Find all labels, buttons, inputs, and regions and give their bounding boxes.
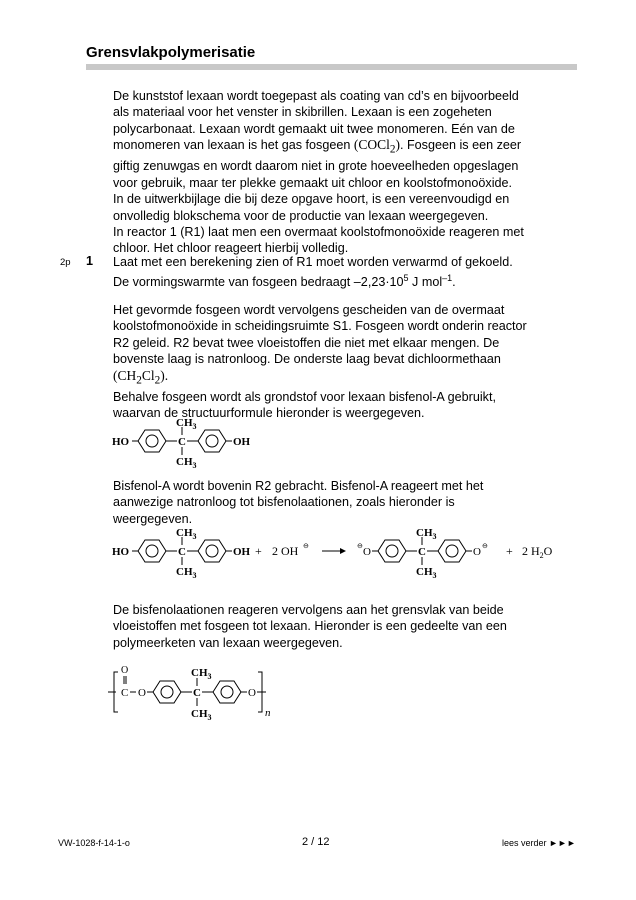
svg-text:C: C: [418, 546, 426, 558]
text-line: koolstofmonoöxide in scheidingsruimte S1. Fosgeen wordt onderin reactor: [113, 319, 527, 334]
svg-text:CH3: $CH_3$: [191, 708, 212, 722]
formula-ch2cl2: $(CH_2Cl_2)$.: [113, 367, 169, 387]
page-number: 2 / 12: [302, 836, 330, 848]
svg-text:CH3: $CH_3$: [176, 527, 197, 541]
question-points: 2p: [60, 257, 71, 268]
svg-text:CH3: $CH_3$: [176, 456, 197, 470]
text-line: bovenste laag is natronloog. De onderste laag bevat dichloormethaan: [113, 352, 501, 367]
text-line: Bisfenol-A wordt bovenin R2 gebracht. Bisfenol-A reageert met het: [113, 479, 484, 493]
text-line: weergegeven.: [113, 511, 193, 526]
text-line: voor gebruik, maar ter plekke gemaakt uit chloor en koolstofmonoöxide.: [113, 175, 513, 190]
text-line: giftig zenuwgas en wordt daarom niet in grote hoeveelheden opgeslagen: [113, 159, 519, 174]
svg-text:HO: HO: [112, 436, 130, 448]
text-line: In reactor 1 (R1) laat men een overmaat koolstofmonoöxide reageren met: [113, 224, 524, 239]
svg-text:HO: HO: [112, 546, 130, 558]
text-line: In de uitwerkbijlage die bij deze opgave hoort, is een vereenvoudigd en: [113, 192, 510, 207]
svg-text:2 OH: 2 OH: [272, 544, 299, 558]
text-line: chloor. Het chloor reageert hierbij volledig.: [113, 241, 349, 256]
svg-text:O: O: [138, 687, 146, 699]
question-1: [113, 254, 583, 291]
text-line: Laat met een berekening zien of R1 moet worden verwarmd of gekoeld.: [113, 255, 513, 269]
svg-text:CH3: $CH_3$: [416, 527, 437, 541]
svg-text:CH3: $CH_3$: [416, 566, 437, 580]
text-line: monomeren van lexaan is het gas fosgeen (COCl$_2$). Fosgeen is een zeer: [113, 137, 522, 156]
svg-text:CH3: $CH_3$: [176, 417, 197, 431]
svg-text:CH3: $CH_3$: [176, 566, 197, 580]
reaction-equation: [108, 524, 568, 580]
paragraph-3: [113, 478, 583, 527]
text-line: aanwezige natronloog tot bisfenolaationen, zoals hieronder is: [113, 495, 455, 510]
page-title: Grensvlakpolymerisatie: [86, 44, 256, 61]
text-line: als materiaal voor het venster in skibrillen. Lexaan is een zogeheten: [113, 105, 492, 120]
next-page-indicator: lees verder ►►►: [502, 838, 576, 848]
svg-text:OH: OH: [233, 546, 251, 558]
lexaan-polymer-structure: [108, 660, 308, 724]
text-line: Het gevormde fosgeen wordt vervolgens gescheiden van de overmaat: [113, 303, 505, 317]
svg-text:O: O: [121, 665, 129, 676]
svg-text:CH3: $CH_3$: [191, 667, 212, 681]
question-number: 1: [86, 254, 94, 268]
svg-text:⊖: ⊖: [303, 542, 309, 550]
svg-text:2 H2O: 2 $H_2O$: [522, 544, 553, 560]
intro-paragraph: [113, 88, 583, 257]
svg-text:OH: OH: [233, 436, 251, 448]
text-line: De bisfenolaationen reageren vervolgens aan het grensvlak van beide: [113, 603, 504, 617]
svg-text:+: +: [506, 544, 513, 558]
text-line: De kunststof lexaan wordt toegepast als coating van cd’s en bijvoorbeeld: [113, 89, 519, 103]
svg-text:O: O: [473, 546, 481, 558]
title-rule: [86, 64, 577, 70]
text-line: polycarbonaat. Lexaan wordt gemaakt uit twee monomeren. Eén van de: [113, 121, 515, 136]
svg-text:n: n: [265, 707, 271, 719]
text-line: vloeistoffen met fosgeen tot lexaan. Hieronder is een gedeelte van een: [113, 619, 507, 634]
footer-code: VW-1028-f-14-1-o: [58, 838, 130, 848]
paragraph-2: [113, 302, 583, 422]
text-line: onvolledig blokschema voor de productie van lexaan weergegeven.: [113, 208, 489, 223]
bisphenol-a-structure: [108, 414, 268, 470]
svg-text:C: C: [178, 436, 186, 448]
formula-cocl2: (COCl$_2$): [353, 137, 400, 156]
svg-text:C: C: [121, 687, 129, 699]
svg-text:C: C: [193, 687, 201, 699]
svg-text:⊖: ⊖: [482, 542, 488, 550]
text-line: polymeerketen van lexaan weergegeven.: [113, 635, 343, 650]
text-line: R2 geleid. R2 bevat twee vloeistoffen die niet met elkaar mengen. De: [113, 335, 500, 350]
paragraph-4: [113, 602, 583, 651]
svg-text:⊖: ⊖: [357, 542, 363, 550]
svg-text:O: O: [363, 546, 371, 558]
text-line: De vormingswarmte van fosgeen bedraagt $-2,23\cdot 10^5$ J mol$^{-1}$.: [113, 273, 456, 290]
svg-text:O: O: [248, 687, 256, 699]
text-line: waarvan de structuurformule hieronder is weergegeven.: [113, 406, 425, 421]
svg-text:C: C: [178, 546, 186, 558]
svg-text:+: +: [255, 544, 262, 558]
text-line: Behalve fosgeen wordt als grondstof voor lexaan bisfenol-A gebruikt,: [113, 389, 496, 404]
